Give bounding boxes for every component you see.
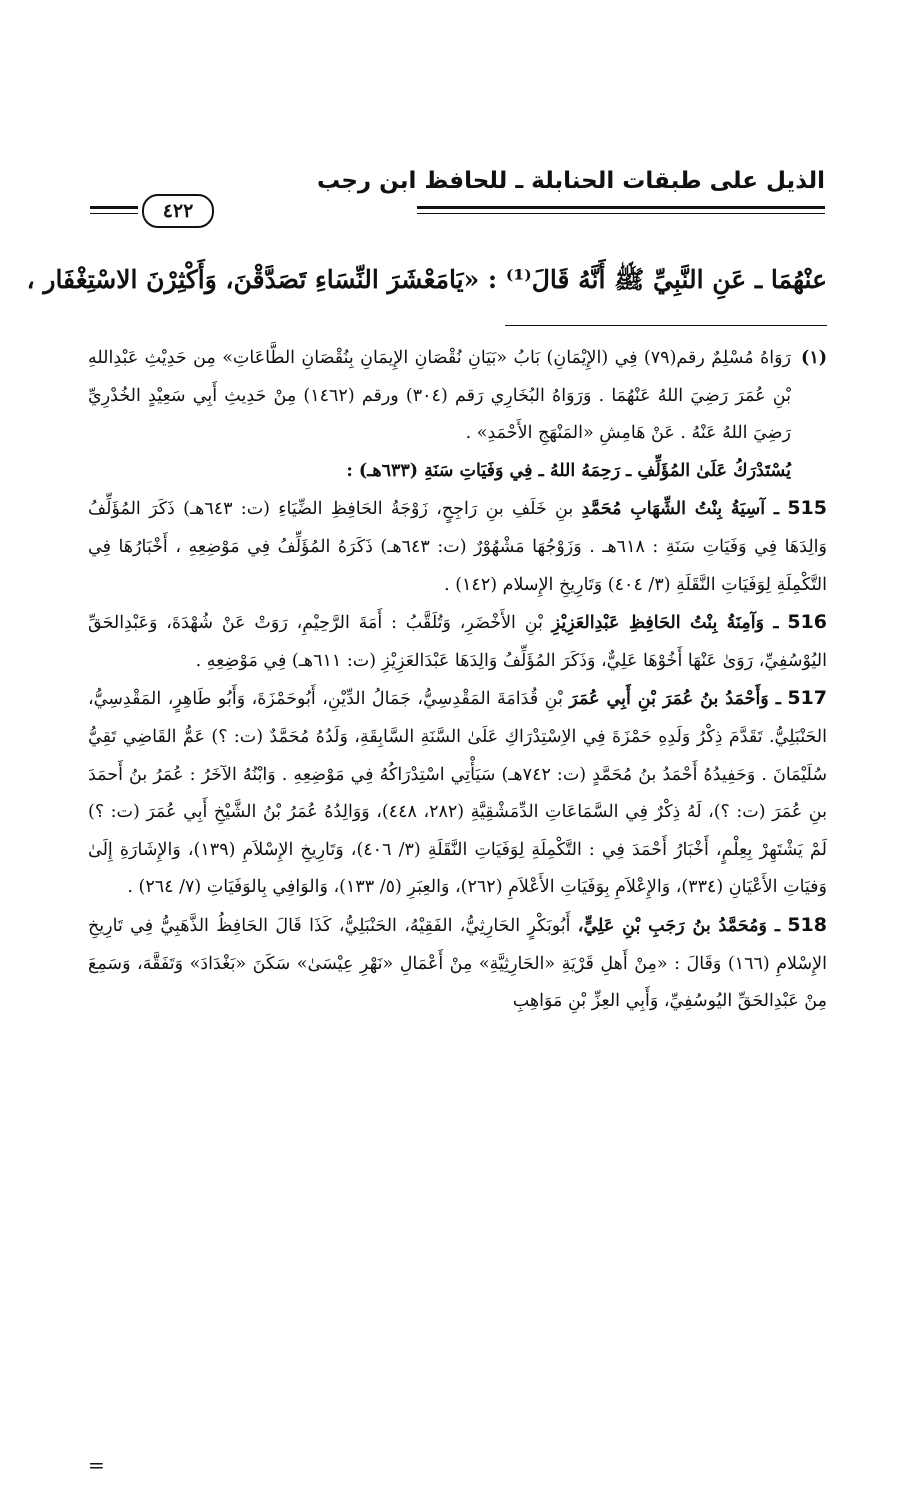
footnote-area bbox=[88, 340, 827, 1021]
footnote-separator bbox=[505, 325, 827, 326]
page-header bbox=[90, 168, 825, 238]
continuation-mark: = bbox=[88, 1453, 105, 1477]
entry-515 bbox=[88, 490, 827, 604]
main-text: عنْهُمَا ـ عَنِ النَّبِيِّ ﷺ أَنَّهُ قَالَ⁽¹⁾ : «يَامَعْشَرَ النِّسَاءِ تَصَدَّقْنَ، وَأَكْثِرْنَ الاسْتِغْفَار ، bbox=[26, 265, 827, 294]
header-rule-thick bbox=[417, 206, 825, 209]
footnote-text: رَوَاهُ مُسْلِمٌ رقم(٧٩) فِي (الإِيْمَانِ) بَابُ «بَيَانِ نُقْصَانِ الإِيمَانِ بِنُقْصَانِ الطَّاعَاتِ» مِن حَدِيْثِ عَبْدِاللهِ بْنِ عُمَرَ رَضِيَ اللهُ عَنْهُمَا . وَرَوَاهُ البُخَارِي رَقم (٣٠٤) ورقم (١٤٦٢) مِنْ حَدِيثِ أَبِي سَعِيْدٍ الخُدْرِيِّ رَضِيَ اللهُ عَنْهُ . عَنْ هَامِشِ «المَنْهَجِ الأَحْمَدِ» . bbox=[88, 348, 792, 444]
entry-517 bbox=[88, 680, 827, 907]
page-number: ٤٢٢ bbox=[142, 194, 214, 228]
entry-text: أَبُوبَكْرٍ الحَارِثِيُّ، الفَقِيْهُ، الحَنْبَلِيُّ، كَذَا قَالَ الحَافِظُ الذَّهَبِيُّ فِي تَارِيخِ الإِسْلامِ (١٦٦) وَقَالَ : «مِنْ أَهلِ قَرْيَةِ «الحَارِثِيَّةِ» مِنْ أَعْمَالِ «نَهْرِ عِيْسَىٰ» سَكَنَ «بَغْدَادَ» وَتَفَقَّهَ، وَسَمِعَ مِنْ عَبْدِالحَقِّ اليُوسُفِيِّ، وَأَبِي العِزِّ بْنِ مَوَاهِبِ bbox=[88, 915, 827, 1012]
entry-name: ـ وَآمِنَةُ بِنْتُ الحَافِظِ عَبْدِالعَزِيْزِ bbox=[551, 613, 779, 634]
entry-name: ـ وَمُحَمَّدُ بنُ رَجَبِ بْنِ عَلِيٍّ، bbox=[577, 915, 780, 936]
entry-text: بْنِ قُدَامَةَ المَقْدِسِيُّ، جَمَالُ الدِّيْنِ، أَبُوحَمْزَةَ، وَأَبُو طَاهِرٍ، المَقْدِسِيُّ، الحَنْبَلِيُّ. تَقَدَّمَ ذِكْرُ وَلَدِهِ حَمْزَةَ فِي الاِسْتِدْرَاكِ عَلَىٰ السَّنَةِ السَّابِقَةِ، وَلَدُهُ مُحَمَّدٌ (ت: ؟) عَمُّ القَاضِي تَقِيُّ سُلَيْمَانَ . وَحَفِيدُهُ أَحْمَدُ بنُ مُحَمَّدٍ (ت: ٧٤٢هـ) سَيَأْتِي اسْتِدْرَاكُهُ فِي مَوْضِعِهِ . وَابْنُهُ الآخَرُ : عُمَرُ بنُ أَحمَدَ بنِ عُمَرَ (ت: ؟)، لَهُ ذِكْرٌ فِي السَّمَاعَاتِ الدِّمَشْقِيَّةِ (٢٨٢، ٤٤٨)، وَوَالِدُهُ عُمَرُ بْنُ الشَّيْخِ أَبِي عُمَرَ (ت: ؟) لَمْ يَشْتَهِرْ بِعِلْمٍ، أَخْبَارُ أَحْمَدَ فِي : التَّكْمِلَةِ لِوَفَيَاتِ النَّقَلَةِ (٣/ ٤٠٦)، وَتَارِيخِ الإِسْلاَمِ (١٣٩)، وَالإِشَارَةِ إِلَىٰ وَفيَاتِ الأَعْيَانِ (٣٣٤)، وَالإِعْلاَمِ بِوَفَيَاتِ الأَعْلاَمِ (٢٦٢)، وَالعِبَرِ (٥/ ١٣٣)، وَالوَافِي بِالوَفَيَاتِ (٧/ ٢٦٤) . bbox=[88, 689, 828, 898]
entry-name: ـ آسِيَةُ بِنْتُ الشِّهَابِ مُحَمَّدِ bbox=[581, 499, 780, 520]
entry-name: ـ وَأَحْمَدُ بنُ عُمَرَ بْنِ أَبِي عُمَرَ bbox=[569, 689, 781, 710]
mustadrak-heading: يُسْتَدْرَكُ عَلَىٰ المُؤَلِّفِ ـ رَحِمَهُ اللهُ ـ فِي وَفَيَاتِ سَنَةِ (٦٣٣هـ) : bbox=[346, 460, 791, 481]
footnote-body bbox=[88, 340, 791, 490]
header-rule-thin bbox=[417, 213, 825, 214]
header-rule-left-thin bbox=[90, 213, 138, 214]
footnote-number: (١) bbox=[801, 348, 827, 368]
entry-number: 518 bbox=[787, 913, 827, 936]
entry-number: 516 bbox=[787, 611, 827, 634]
entry-number: 515 bbox=[787, 497, 827, 520]
main-text-line bbox=[26, 258, 827, 302]
entry-text: بْنِ الأَخْضَرِ، وَتُلَقَّبُ : أَمَةَ الرَّحِيْمِ، رَوَتْ عَنْ شُهْدَةَ، وَعَبْدِالحَقِّ اليُوْسُفِيِّ، رَوَىٰ عَنْهَا أَخُوْهَا عَلِيٌّ، وَذَكَرَ المُؤَلِّفُ وَالِدَهَا عَبْدَالعَزِيْزِ (ت: ٦١١هـ) فِي مَوْضِعِهِ . bbox=[88, 613, 827, 671]
entry-518 bbox=[88, 907, 827, 1021]
header-rule-left-thick bbox=[90, 206, 138, 209]
footnote bbox=[88, 340, 827, 490]
book-title: الذيل على طبقات الحنابلة ـ للحافظ ابن رجب bbox=[316, 168, 825, 194]
entry-number: 517 bbox=[787, 687, 827, 710]
entry-516 bbox=[88, 604, 827, 680]
entry-text: بنِ خَلَفِ بنِ رَاجِحٍ، زَوْجَةُ الحَافِظِ الضِّيَاءِ (ت: ٦٤٣هـ) ذَكَرَ المُؤَلِّفُ وَالِدَهَا فِي وَفَيَاتِ سَنَةِ : ٦١٨هـ . وَزَوْجُهَا مَشْهُوْرٌ (ت: ٦٤٣هـ) ذَكَرَهُ المُؤَلِّفُ فِي مَوْضِعِهِ ، أَخْبَارُهَا فِي التَّكْمِلَةِ لِوَفَيَاتِ النَّقَلَةِ (٣/ ٤٠٤) وَتَارِيخِ الإِسلام (١٤٢) . bbox=[88, 499, 827, 595]
